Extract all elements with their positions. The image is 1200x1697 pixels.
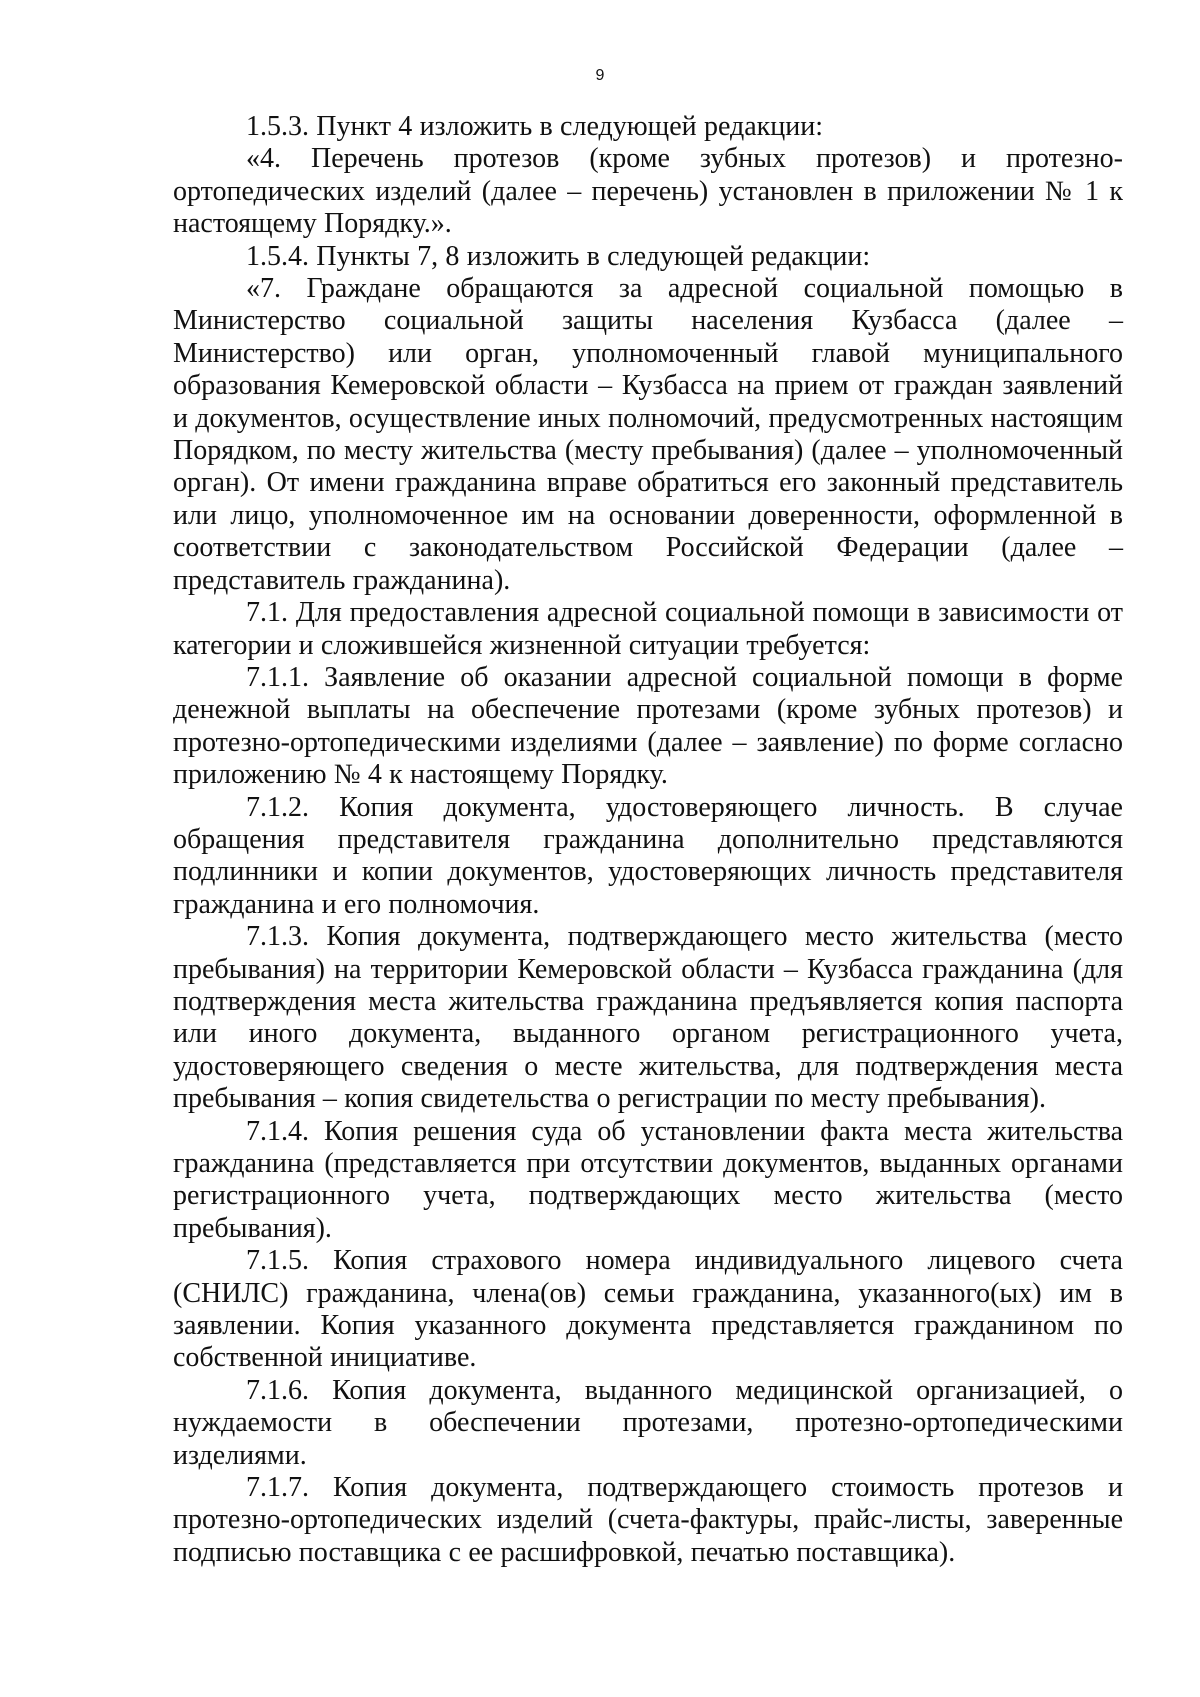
paragraph-item-4: «4. Перечень протезов (кроме зубных протезов) и протезно-ортопедических изделий (далее – перечень) установлен в приложении № 1 к настоящему Порядку.».: [173, 143, 1123, 240]
paragraph-item-7: «7. Граждане обращаются за адресной социальной помощью в Министерство социальной защиты населения Кузбасса (далее – Министерство) или орган, уполномоченный главой муниципального образования Кемеровской области – Кузбасса на прием от граждан заявлений и документов, осуществление иных полномочий, предусмотренных настоящим Порядком, по месту жительства (месту пребывания) (далее – уполномоченный орган). От имени гражданина вправе обратиться его законный представитель или лицо, уполномоченное им на основании доверенности, оформленной в соответствии с законодательством Российской Федерации (далее – представитель гражданина).: [173, 273, 1123, 596]
paragraph-7-1-1: 7.1.1. Заявление об оказании адресной социальной помощи в форме денежной выплаты на обеспечение протезами (кроме зубных протезов) и протезно-ортопедическими изделиями (далее – заявление) по форме согласно приложению № 4 к настоящему Порядку.: [173, 661, 1123, 791]
paragraph-7-1-3: 7.1.3. Копия документа, подтверждающего место жительства (место пребывания) на территории Кемеровской области – Кузбасса гражданина (для подтверждения места жительства гражданина предъявляется копия паспорта или иного документа, выданного органом регистрационного учета, удостоверяющего сведения о месте жительства, для подтверждения места пребывания – копия свидетельства о регистрации по месту пребывания).: [173, 921, 1123, 1115]
paragraph-7-1: 7.1. Для предоставления адресной социальной помощи в зависимости от категории и сложившейся жизненной ситуации требуется:: [173, 597, 1123, 661]
document-body: [173, 111, 1123, 1569]
paragraph-7-1-5: 7.1.5. Копия страхового номера индивидуального лицевого счета (СНИЛС) гражданина, члена(ов) семьи гражданина, указанного(ых) им в заявлении. Копия указанного документа представляется гражданином по собственной инициативе.: [173, 1245, 1123, 1374]
page-number: 9: [595, 67, 605, 84]
paragraph-1-5-3: 1.5.3. Пункт 4 изложить в следующей редакции:: [246, 111, 824, 142]
paragraph-7-1-2: 7.1.2. Копия документа, удостоверяющего личность. В случае обращения представителя гражданина дополнительно представляются подлинники и копии документов, удостоверяющих личность представителя гражданина и его полномочия.: [173, 791, 1123, 920]
paragraph-1-5-4: 1.5.4. Пункты 7, 8 изложить в следующей редакции:: [246, 240, 871, 272]
paragraph-7-1-6: 7.1.6. Копия документа, выданного медицинской организацией, о нуждаемости в обеспечении протезами, протезно-ортопедическими изделиями.: [173, 1374, 1123, 1471]
paragraph-7-1-7: 7.1.7. Копия документа, подтверждающего стоимость протезов и протезно-ортопедических изделий (счета-фактуры, прайс-листы, заверенные подписью поставщика с ее расшифровкой, печатью поставщика).: [173, 1472, 1123, 1568]
paragraph-7-1-4: 7.1.4. Копия решения суда об установлении факта места жительства гражданина (представляется при отсутствии документов, выданных органами регистрационного учета, подтверждающих место жительства (место пребывания).: [173, 1115, 1123, 1244]
